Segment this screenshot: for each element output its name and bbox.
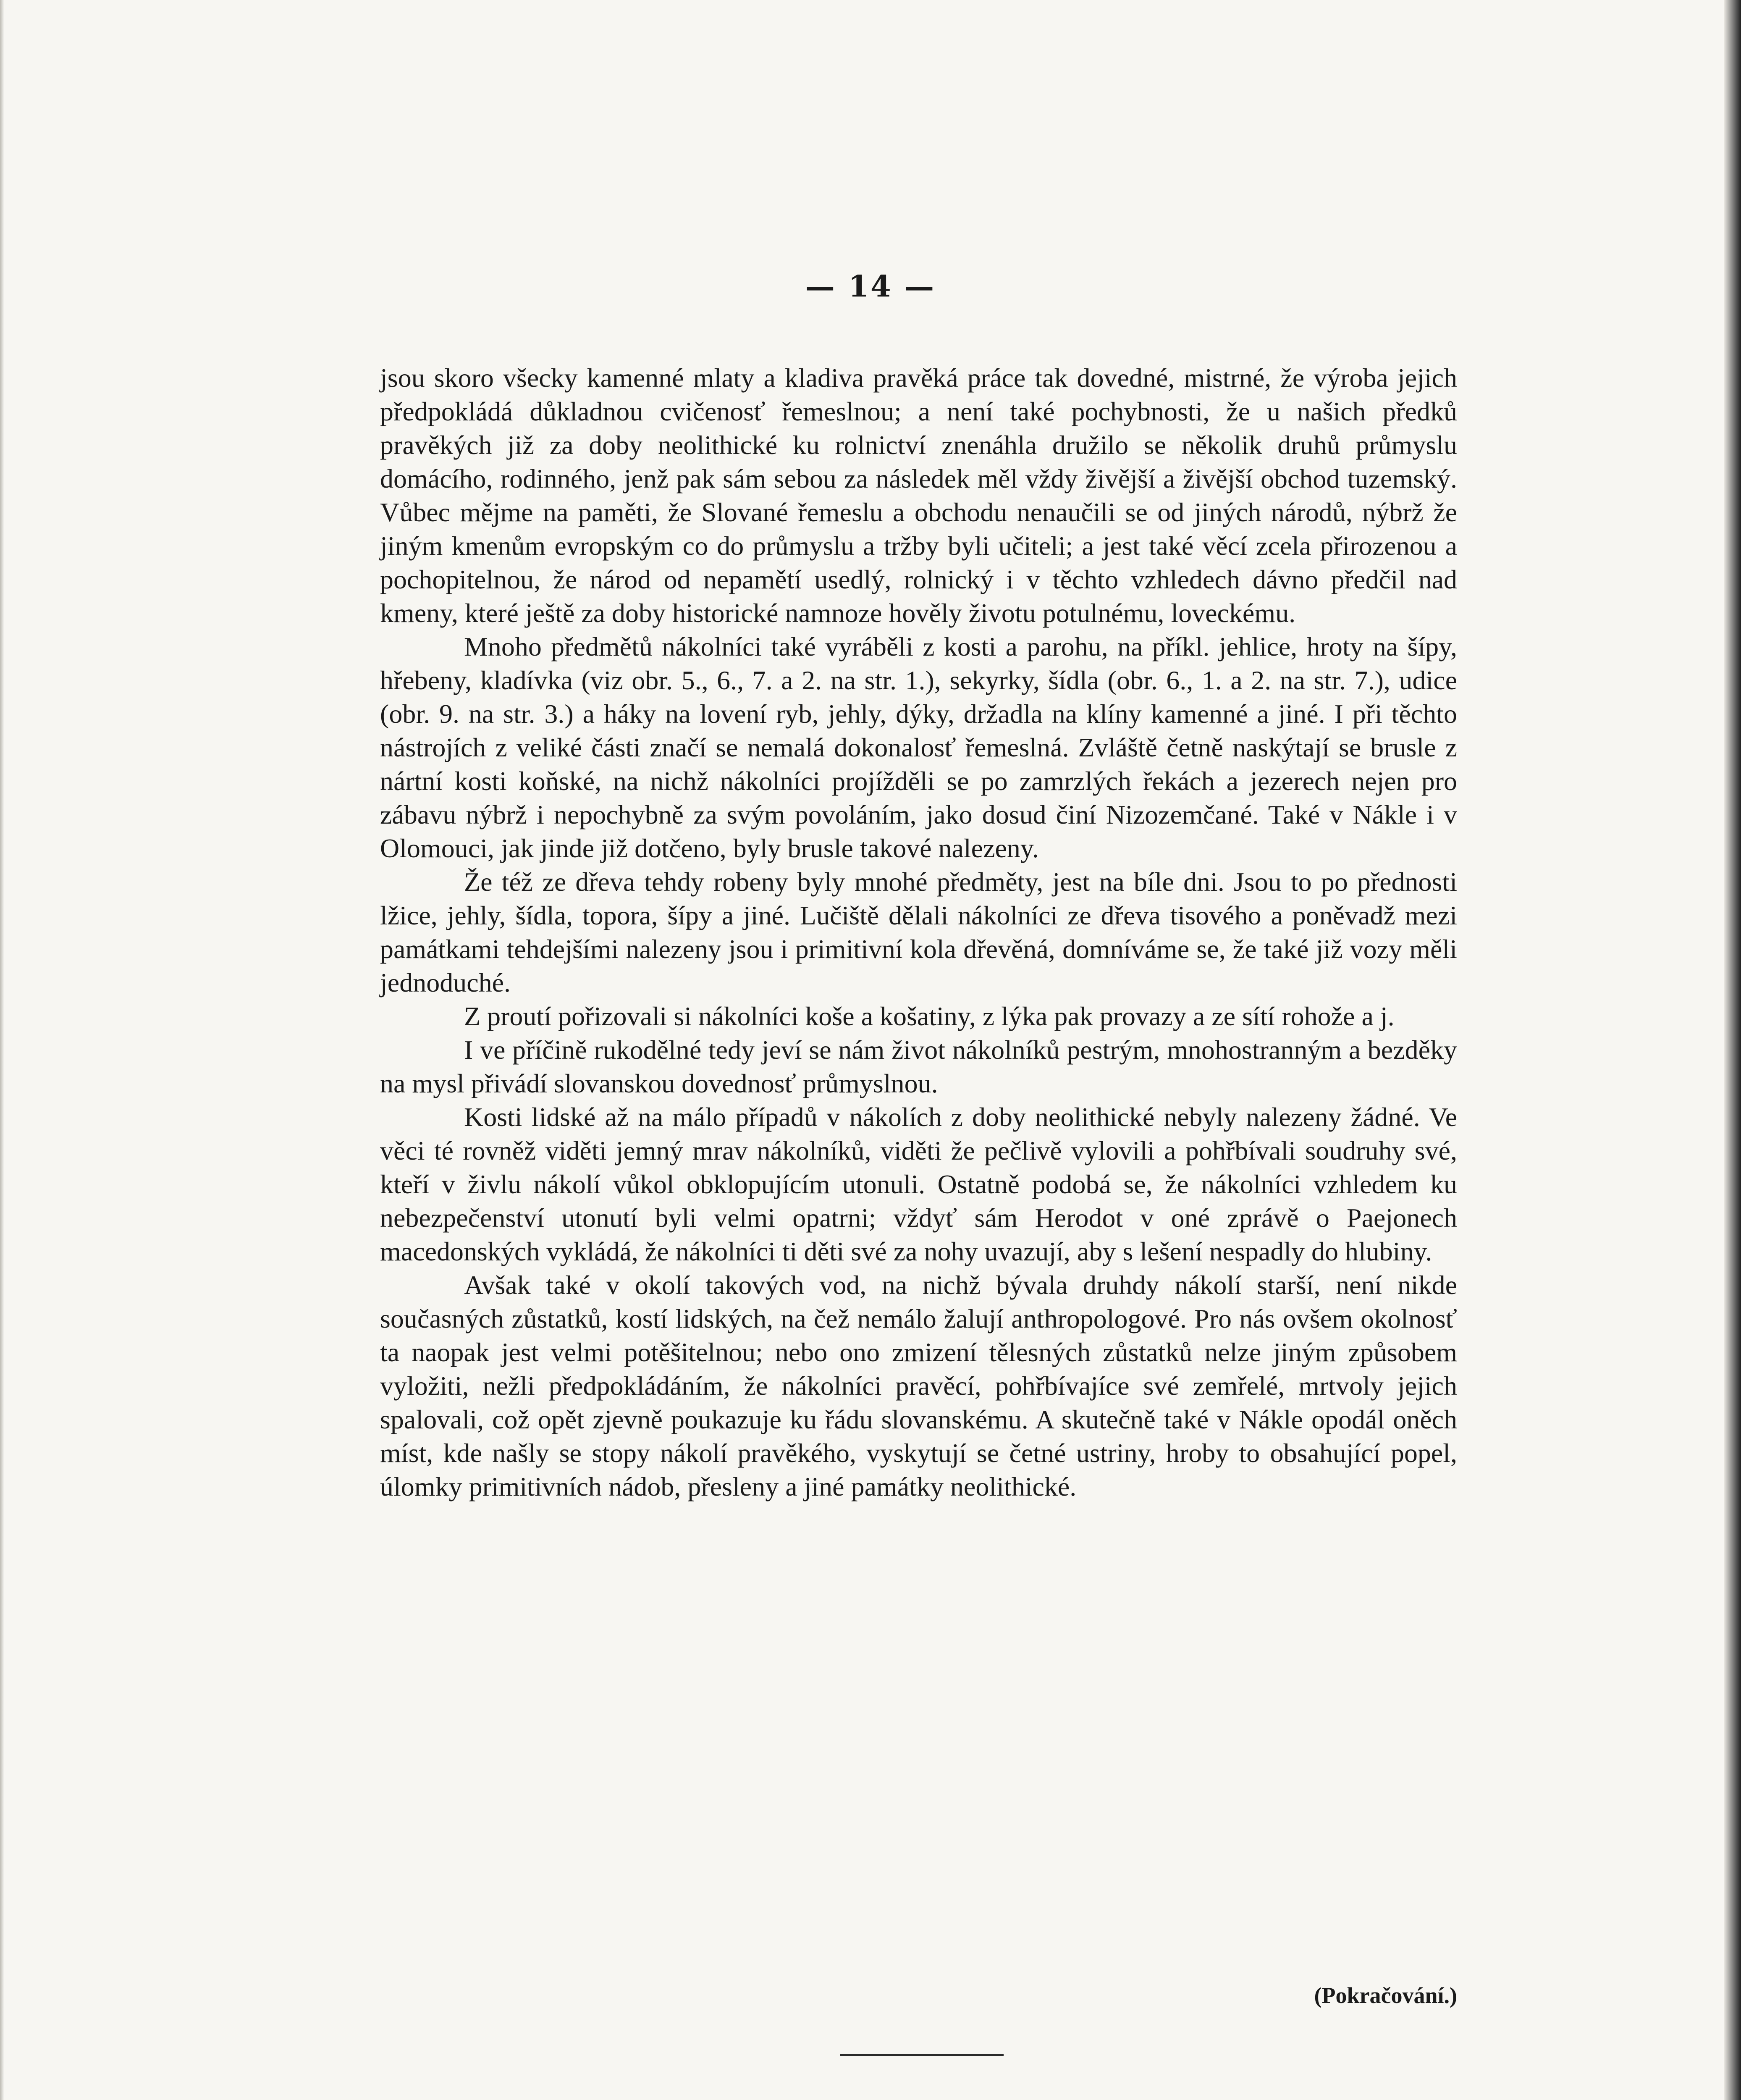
paragraph: I ve příčině rukodělné tedy jeví se nám život nákolníků pestrým, mnohostranným a bezděky na mysl přivádí slovanskou dovednosť průmyslnou. [380, 1035, 1457, 1098]
paragraph: Z proutí pořizovali si nákolníci koše a košatiny, z lýka pak provazy a ze sítí rohože a j. [464, 1001, 1395, 1031]
paragraph: Avšak také v okolí takových vod, na nichž bývala druhdy nákolí starší, není nikde současných zůstatků, kostí lidských, na čež nemálo žalují anthropologové. Pro nás ovšem okolnosť ta naopak jest velmi potěšitelnou; nebo ono zmizení tělesných zůstatků nelze jiným způsobem vyložiti, nežli předpokládáním, že nákolníci pravěcí, pohřbívajíce své zemřelé, mrtvoly jejich spalovali, což opět zjevně poukazuje ku řádu slovanskému. A skutečně také v Nákle opodál oněch míst, kde našly se stopy nákolí pravěkého, vyskytují se četné ustriny, hroby to obsahující popel, úlomky primitivních nádob, přesleny a jiné památky neolithické. [380, 1270, 1457, 1502]
end-rule [840, 2054, 1004, 2056]
page-edge-right [1724, 0, 1741, 2100]
page-edge-left [0, 0, 4, 2100]
paragraph: Mnoho předmětů nákolníci také vyráběli z kosti a parohu, na příkl. jehlice, hroty na šípy, hřebeny, kladívka (viz obr. 5., 6., 7. a 2. na str. 1.), sekyrky, šídla (obr. 6., 1. a 2. na str. 7.), udice (obr. 9. na str. 3.) a háky na lovení ryb, jehly, dýky, držadla na klíny kamenné a jiné. I při těchto nástrojích z veliké části značí se nemalá dokonalosť řemeslná. Zvláště četně naskýtají se brusle z nártní kosti koňské, na nichž nákolníci projížděli se po zamrzlých řekách a jezerech nejen pro zábavu nýbrž i nepochybně za svým povoláním, jako dosud činí Nizozemčané. Také v Nákle i v Olomouci, jak jinde již dotčeno, byly brusle takové nalezeny. [380, 632, 1457, 863]
page-number: — 14 — [805, 269, 936, 304]
continued-label: (Pokračování.) [1314, 1983, 1457, 2008]
paragraph: Že též ze dřeva tehdy robeny byly mnohé předměty, jest na bíle dni. Jsou to po přednosti lžice, jehly, šídla, topora, šípy a jiné. Lučiště dělali nákolníci ze dřeva tisového a poněvadž mezi památkami tehdejšími nalezeny jsou i primitivní kola dřevěná, domníváme se, že také již vozy měli jednoduché. [380, 867, 1457, 998]
paragraph: jsou skoro všecky kamenné mlaty a kladiva pravěká práce tak dovedné, mistrné, že výroba jejich předpokládá důkladnou cvičenosť řemeslnou; a není také pochybnosti, že u našich předků pravěkých již za doby neolithické ku rolnictví znenáhla družilo se několik druhů průmyslu domácího, rodinného, jenž pak sám sebou za následek měl vždy živější a živější obchod tuzemský. Vůbec mějme na paměti, že Slované řemeslu a obchodu nenaučili se od jiných národů, nýbrž že jiným kmenům evropským co do průmyslu a tržby byli učiteli; a jest také věcí zcela přirozenou a pochopitelnou, že národ od nepamětí usedlý, rolnický i v těchto vzhledech dávno předčil nad kmeny, které ještě za doby historické namnoze hověly životu potulnému, loveckému. [380, 363, 1457, 628]
paragraph: Kosti lidské až na málo případů v nákolích z doby neolithické nebyly nalezeny žádné. Ve věci té rovněž viděti jemný mrav nákolníků, viděti že pečlivě vylovili a pohřbívali soudruhy své, kteří v živlu nákolí vůkol obklopujícím utonuli. Ostatně podobá se, že nákolníci vzhledem ku nebezpečenství utonutí byli velmi opatrni; vždyť sám Herodot v oné zprávě o Paejonech macedonských vykládá, že nákolníci ti děti své za nohy uvazují, aby s lešení nespadly do hlubiny. [380, 1102, 1457, 1266]
body-text [380, 361, 1457, 1504]
